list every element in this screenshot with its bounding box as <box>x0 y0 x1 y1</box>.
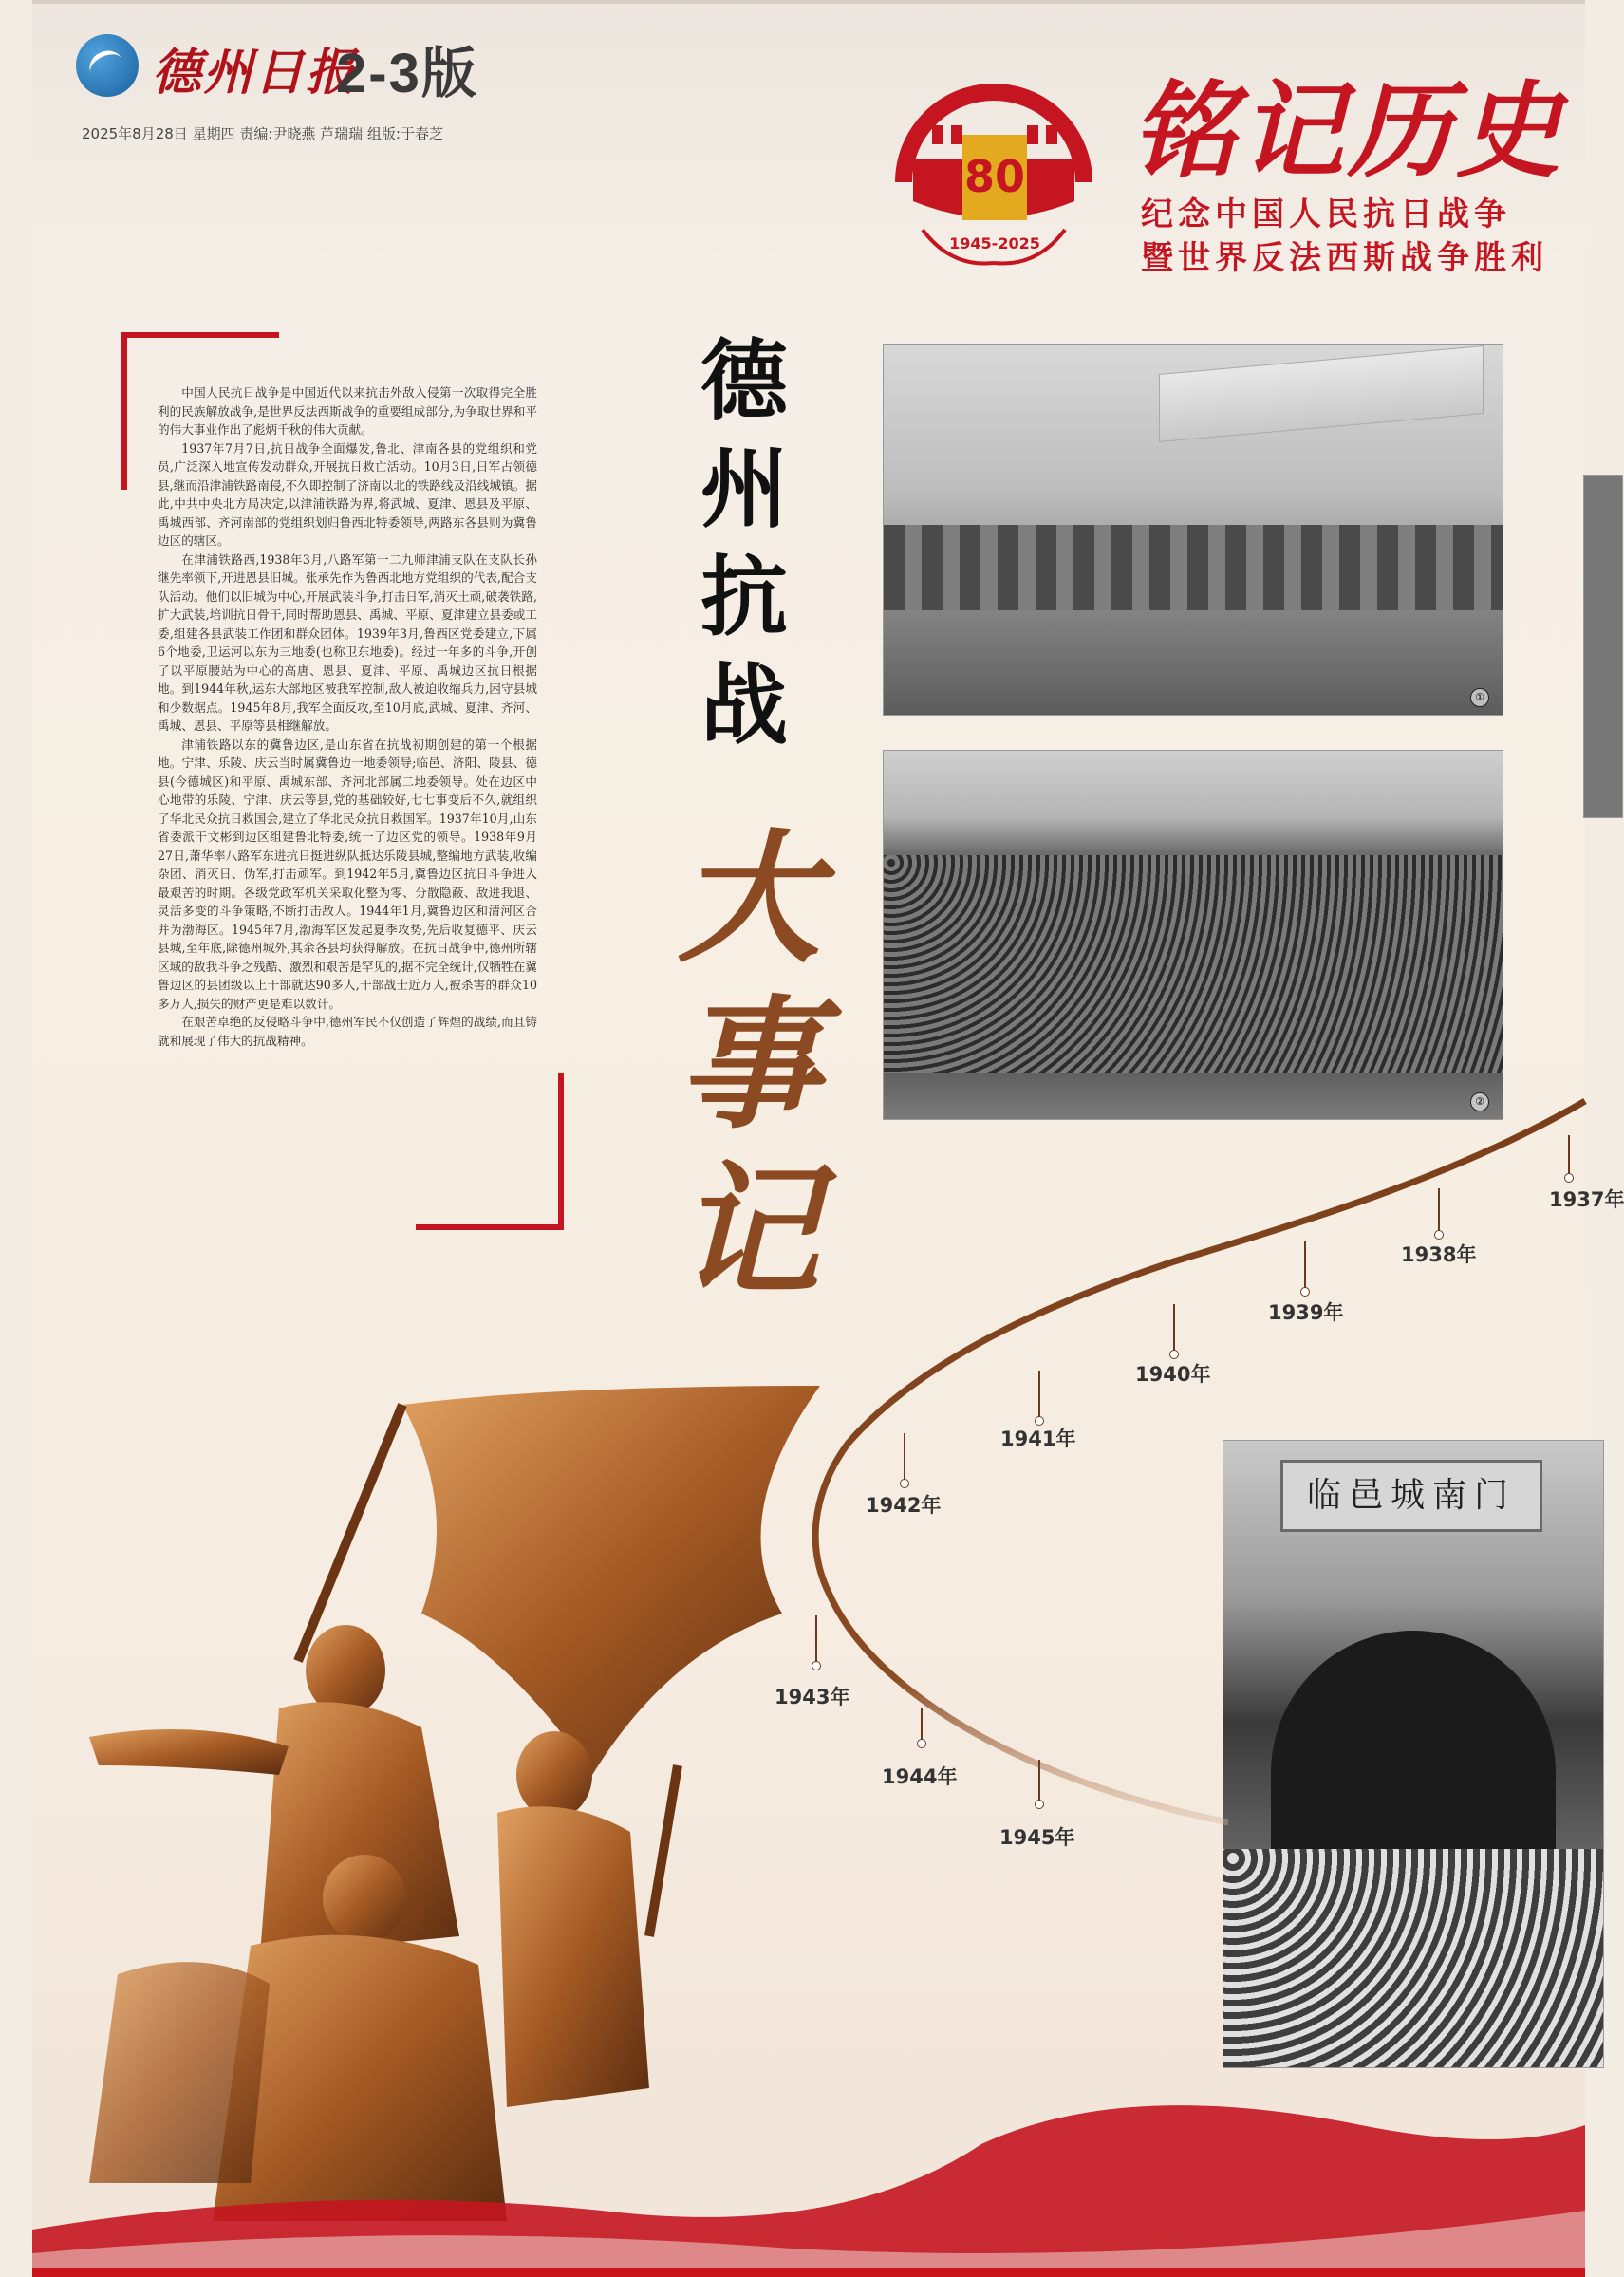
page-title-part1 <box>692 327 796 760</box>
intro-paragraph: 1937年7月7日,抗日战争全面爆发,鲁北、津南各县的党组织和党员,广泛深入地宣传发动群众,开展抗日救亡活动。10月3日,日军占领德县,继而沿津浦铁路南侵,不久即控制了济南以北的铁路线及沿线城镇。据此,中共中央北方局决定,以津浦铁路为界,将武城、夏津、恩县及平原、禹城西部、齐河南部的党组织划归鲁西北特委领导,两路东各县则为冀鲁边区的辖区。 <box>158 440 537 548</box>
timeline-tick <box>921 1708 923 1741</box>
intro-paragraph: 在津浦铁路西,1938年3月,八路军第一二九师津浦支队在支队长孙继先率领下,开进恩县旧城。张承先作为鲁西北地方党组织的代表,配合支队活动。他们以旧城为中心,开展武装斗争,打击日军,消灭土顽,破袭铁路,扩大武装,培训抗日骨干,同时帮助恩县、禹城、平原、夏津建立县委或工委,组建各县武装工作团和群众团体。1939年3月,鲁西区党委建立,下属6个地委,卫运河以东为三地委(也称卫东地委)。经过一年多的斗争,开创了以平原腰站为中心的高唐、恩县、夏津、平原、禹城边区抗日根据地。到1944年秋,运东大部地区被我军控制,敌人被迫收缩兵力,困守县城和少数据点。1945年8月,我军全面反攻,至10月底,武城、夏津、齐河、禹城、恩县、平原等县相继解放。 <box>158 551 537 733</box>
timeline-tick <box>1173 1304 1175 1352</box>
title-char: 大 <box>677 815 820 982</box>
timeline-tick <box>1438 1188 1440 1232</box>
timeline-tick <box>1038 1760 1040 1801</box>
photo-banner <box>1159 345 1484 442</box>
bracket-bottom-right <box>416 1073 564 1230</box>
gate-sign <box>1280 1460 1542 1532</box>
timeline-tick <box>815 1615 817 1663</box>
timeline-year: 1938年 <box>1401 1243 1477 1266</box>
photo-crowd-gathering <box>883 750 1503 1120</box>
timeline-year: 1939年 <box>1268 1301 1344 1324</box>
emblem-years: 1945-2025 <box>949 234 1040 252</box>
photo-number: ② <box>1470 1092 1489 1111</box>
photo-stage-figures <box>884 525 1503 610</box>
timeline-tick <box>904 1433 905 1481</box>
intro-paragraph: 在艰苦卓绝的反侵略斗争中,德州军民不仅创造了辉煌的战绩,而且铸就和展现了伟大的抗战精神。 <box>158 1015 537 1048</box>
title-char: 州 <box>700 439 788 540</box>
photo-soldiers-crowd <box>1223 1849 1603 2067</box>
title-char: 战 <box>700 655 788 756</box>
title-char: 事 <box>677 981 820 1148</box>
photo-crowd <box>884 855 1503 1073</box>
timeline-year: 1942年 <box>866 1494 942 1517</box>
emblem-number: 80 <box>963 151 1026 202</box>
dateline: 2025年8月28日 星期四 责编:尹晓燕 芦瑞瑞 组版:于春芝 <box>82 125 443 142</box>
newspaper-logo-icon <box>76 34 139 97</box>
timeline-tick <box>1304 1241 1306 1289</box>
timeline-year: 1945年 <box>999 1826 1075 1849</box>
slogan-main: 铭记历史 <box>1131 69 1564 192</box>
anniversary-emblem-icon <box>885 68 1103 277</box>
timeline-year: 1941年 <box>1000 1428 1076 1450</box>
top-rule <box>32 0 1585 4</box>
timeline-year: 1944年 <box>882 1765 958 1788</box>
slogan-sub-line2: 暨世界反法西斯战争胜利 <box>1141 239 1548 277</box>
photo-partial-edge <box>1583 475 1623 818</box>
paper-name: 德州日报 <box>152 44 358 102</box>
title-char: 德 <box>700 330 788 432</box>
page-title-part2 <box>654 816 844 1315</box>
intro-paragraph: 中国人民抗日战争是中国近代以来抗击外敌入侵第一次取得完全胜利的民族解放战争,是世界反法西斯战争的重要组成部分,为争取世界和平的伟大事业作出了彪炳千秋的伟大贡献。 <box>158 385 537 437</box>
edition-number: 2-3版 <box>336 43 478 104</box>
photo-rally-stage <box>883 344 1503 716</box>
intro-article <box>158 383 537 1050</box>
timeline-tick <box>1568 1135 1570 1175</box>
bottom-red-wave <box>32 2068 1585 2277</box>
title-char: 记 <box>677 1148 820 1315</box>
gate-sign-text: 临邑城南门 <box>1306 1476 1516 1515</box>
intro-paragraph: 津浦铁路以东的冀鲁边区,是山东省在抗战初期创建的第一个根据地。宁津、乐陵、庆云当时属冀鲁边一地委领导;临邑、济阳、陵县、德县(今德城区)和平原、禹城东部、齐河北部属二地委领导。处在边区中心地带的乐陵、宁津、庆云等县,党的基础较好,七七事变后不久,就组织了华北民众抗日救国会,建立了华北民众抗日救国军。1937年10月,山东省委派干文彬到边区组建鲁北特委,统一了边区党的领导。1938年9月27日,萧华率八路军东进抗日挺进纵队抵达乐陵县城,整编地方武装,收编杂团、消灭日、伪军,打击顽军。到1942年5月,冀鲁边区抗日斗争进入最艰苦的时期。各级党政军机关采取化整为零、分散隐蔽、敌进我退、灵活多变的斗争策略,不断打击敌人。1944年1月,冀鲁边区和清河区合并为渤海区。1945年7月,渤海军区发起夏季攻势,先后收复德平、庆云县城,至年底,除德州城外,其余各县均获得解放。在抗日战争中,德州所辖区域的敌我斗争之残酷、激烈和艰苦是罕见的,据不完全统计,仅牺牲在冀鲁边区的县团级以上干部就达90多人,干部战士近万人,被杀害的群众10多万人,损失的财产更是难以数计。 <box>158 737 537 1011</box>
timeline-year: 1940年 <box>1135 1363 1211 1386</box>
bottom-rule <box>32 2268 1585 2277</box>
newspaper-page <box>32 0 1624 2277</box>
timeline-year: 1937年 <box>1549 1188 1624 1211</box>
slogan-sub-line1: 纪念中国人民抗日战争 <box>1141 196 1511 233</box>
photo-number: ① <box>1470 688 1489 707</box>
photo-city-gate <box>1223 1440 1604 2068</box>
timeline-year: 1943年 <box>775 1686 850 1708</box>
timeline-tick <box>1038 1371 1040 1418</box>
title-char: 抗 <box>700 547 788 648</box>
